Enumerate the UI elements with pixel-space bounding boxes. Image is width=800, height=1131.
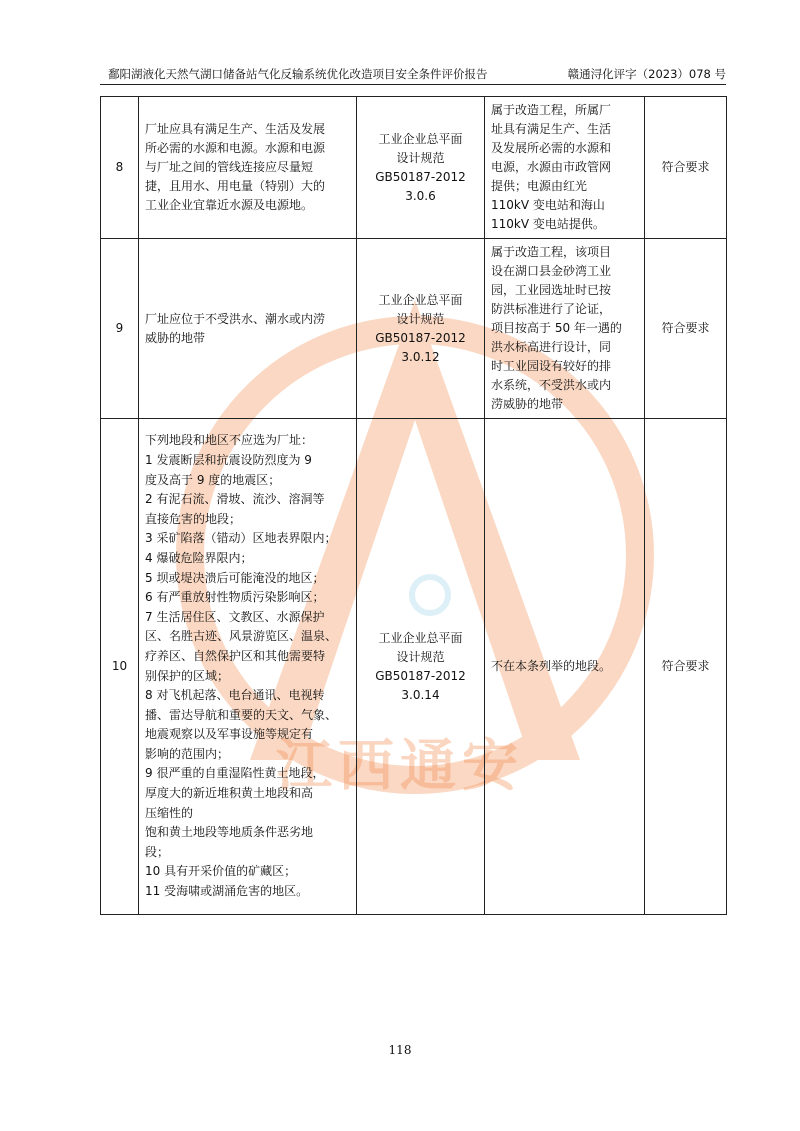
requirement-line: 影响的范围内； <box>145 746 230 761</box>
requirement-cell <box>139 419 357 915</box>
table-row <box>101 239 727 419</box>
status-cell <box>485 97 645 239</box>
basis-line: 3.0.6 <box>405 188 436 203</box>
basis-cell <box>357 239 485 419</box>
page-number: 118 <box>388 1043 412 1057</box>
row-number: 8 <box>101 97 139 239</box>
requirement-line: 所必需的水源和电源。水源和电源 <box>145 141 326 155</box>
table-row <box>101 97 727 239</box>
status-line: 不在本条列举的地段。 <box>491 659 612 673</box>
requirement-line: 8 对飞机起落、电台通讯、电视转 <box>145 688 325 703</box>
status-cell <box>485 419 645 915</box>
basis-line: 工业企业总平面 <box>378 630 463 645</box>
result-cell: 符合要求 <box>645 97 727 239</box>
result-cell: 符合要求 <box>645 239 727 419</box>
watermark-text: 江西通安 <box>276 734 524 799</box>
status-line: 设在湖口县金砂湾工业 <box>491 264 612 278</box>
basis-line: GB50187-2012 <box>375 330 466 345</box>
requirement-line: 3 采矿陷落（错动）区地表界限内； <box>145 531 337 546</box>
row-number: 9 <box>101 239 139 419</box>
status-line: 洪水标高进行设计，同 <box>491 340 612 354</box>
requirement-line: 与厂址之间的管线连接应尽量短 <box>145 160 314 174</box>
header-divider <box>100 84 726 85</box>
status-line: 属于改造工程，所属厂 <box>491 103 612 117</box>
basis-line: 3.0.14 <box>401 687 440 702</box>
table-body <box>101 97 727 915</box>
requirement-line: 压缩性的 <box>145 805 194 820</box>
basis-line: 3.0.12 <box>401 349 440 364</box>
requirement-line: 下列地段和地区不应选为厂址： <box>145 433 314 448</box>
requirement-line: 厚度大的新近堆积黄土地段和高 <box>145 786 314 801</box>
status-cell <box>485 239 645 419</box>
status-line: 涝威胁的地带 <box>491 397 564 411</box>
requirement-line: 疗养区、自然保护区和其他需要特 <box>145 648 326 663</box>
running-header <box>100 66 726 82</box>
status-line: 提供；电源由红光 <box>491 179 588 193</box>
basis-line: 工业企业总平面 <box>378 131 463 146</box>
requirement-line: 6 有严重放射性物质污染影响区； <box>145 590 325 605</box>
requirement-cell <box>139 97 357 239</box>
requirement-line: 直接危害的地段； <box>145 511 242 526</box>
basis-line: GB50187-2012 <box>375 668 466 683</box>
requirement-line: 段； <box>145 844 170 859</box>
evaluation-table <box>100 96 727 915</box>
basis-line: 设计规范 <box>396 150 445 165</box>
status-line: 址具有满足生产、生活 <box>491 122 612 136</box>
result-cell: 符合要求 <box>645 419 727 915</box>
requirement-cell <box>139 239 357 419</box>
requirement-line: 11 受海啸或湖涌危害的地区。 <box>145 884 309 899</box>
status-line: 水系统，不受洪水或内 <box>491 378 612 392</box>
requirement-line: 别保护的区域； <box>145 668 230 683</box>
status-line: 时工业园设有较好的排 <box>491 359 612 373</box>
report-title: 鄱阳湖液化天然气湖口储备站气化反输系统优化改造项目安全条件评价报告 <box>108 67 488 81</box>
requirement-line: 饱和黄土地段等地质条件恶劣地 <box>145 825 314 840</box>
status-line: 园，工业园选址时已按 <box>491 283 612 297</box>
status-line: 电源，水源由市政管网 <box>491 160 612 174</box>
requirement-line: 威胁的地带 <box>145 330 206 345</box>
row-number: 10 <box>101 419 139 915</box>
requirement-line: 9 很严重的自重湿陷性黄土地段， <box>145 766 325 781</box>
requirement-line: 10 具有开采价值的矿藏区； <box>145 864 297 879</box>
requirement-line: 4 爆破危险界限内； <box>145 550 253 565</box>
requirement-line: 2 有泥石流、滑坡、流沙、溶洞等 <box>145 492 325 507</box>
table-row <box>101 419 727 915</box>
requirement-line: 地震观察以及军事设施等规定有 <box>145 727 314 742</box>
requirement-line: 度及高于 9 度的地震区； <box>145 472 281 487</box>
requirement-line: 区、名胜古迹、风景游览区、温泉、 <box>145 629 338 644</box>
status-line: 防洪标准进行了论证， <box>491 302 612 316</box>
basis-line: GB50187-2012 <box>375 169 466 184</box>
requirement-line: 厂址应位于不受洪水、潮水或内涝 <box>145 311 326 326</box>
requirement-line: 捷，且用水、用电量（特别）大的 <box>145 179 326 193</box>
requirement-line: 播、雷达导航和重要的天文、气象、 <box>145 707 338 722</box>
requirement-line: 1 发震断层和抗震设防烈度为 9 <box>145 452 312 467</box>
status-line: 属于改造工程，该项目 <box>491 245 612 259</box>
requirement-line: 7 生活居住区、文教区、水源保护 <box>145 609 325 624</box>
status-line: 110kV 变电站提供。 <box>491 217 605 231</box>
status-line: 及发展所必需的水源和 <box>491 141 612 155</box>
basis-line: 工业企业总平面 <box>378 292 463 307</box>
requirement-line: 厂址应具有满足生产、生活及发展 <box>145 122 326 136</box>
basis-line: 设计规范 <box>396 649 445 664</box>
status-line: 110kV 变电站和海山 <box>491 198 605 212</box>
requirement-line: 5 坝或堤决溃后可能淹没的地区； <box>145 570 325 585</box>
document-number: 赣通浔化评字（2023）078 号 <box>567 67 726 81</box>
status-line: 项目按高于 50 年一遇的 <box>491 321 622 335</box>
basis-line: 设计规范 <box>396 311 445 326</box>
basis-cell <box>357 419 485 915</box>
basis-cell <box>357 97 485 239</box>
requirement-line: 工业企业宜靠近水源及电源地。 <box>145 198 314 212</box>
